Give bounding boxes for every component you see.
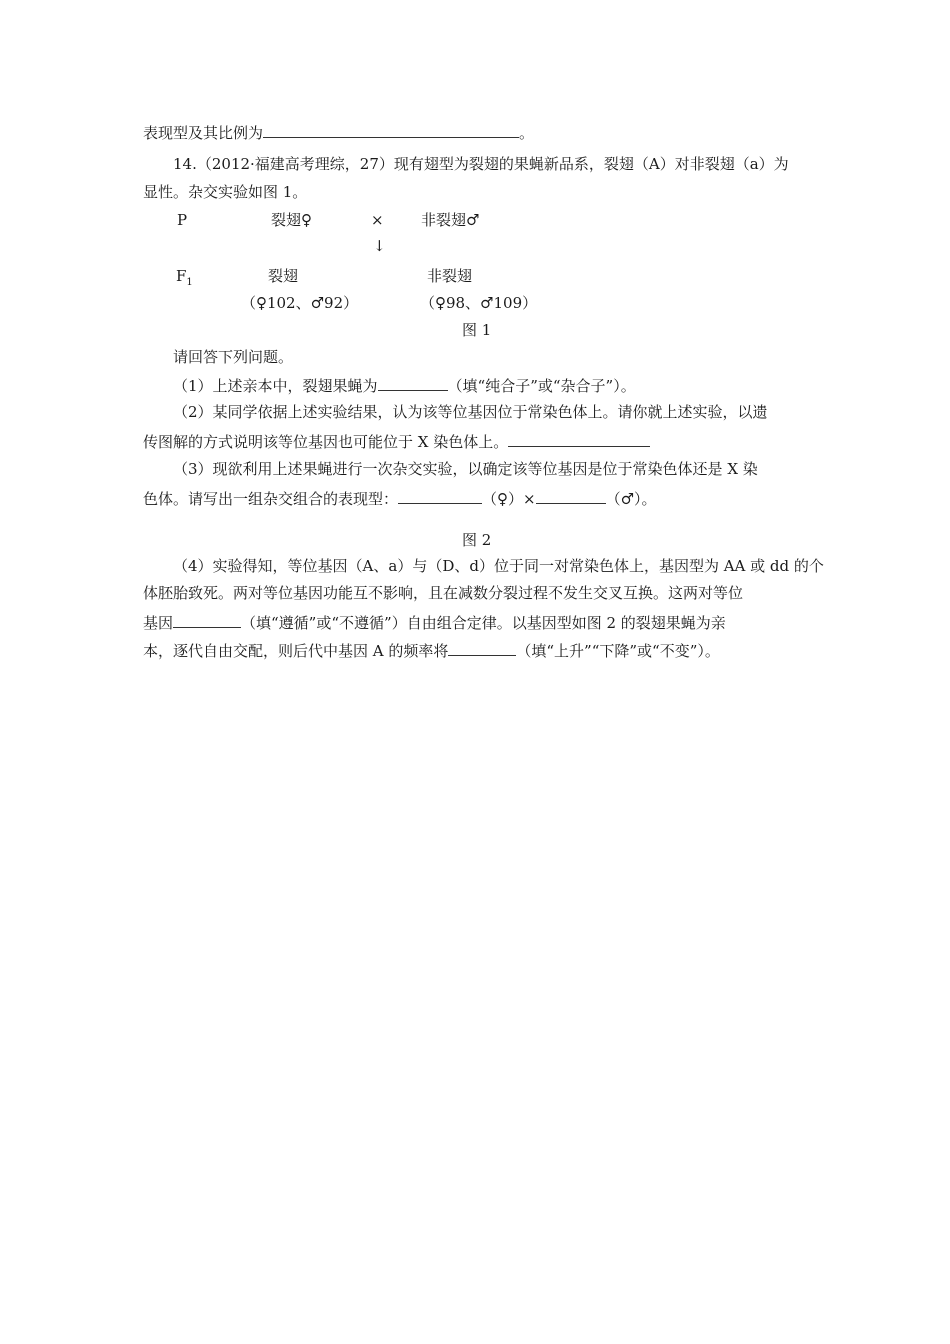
q13-suffix: 。 — [519, 124, 535, 142]
offspring-counts-1: （♀102、♂92） — [241, 294, 359, 312]
sub1-suffix: （填“纯合子”或“杂合子”）。 — [447, 377, 636, 395]
q14-sub4-line4 — [143, 639, 720, 661]
figure2-caption: 图 2 — [462, 531, 492, 549]
sub2-answer-blank[interactable] — [508, 430, 650, 447]
sub4-frequency-blank[interactable] — [448, 639, 516, 656]
parent-female: 裂翅♀ — [271, 211, 312, 229]
sub4-line4-suffix: （填“上升”“下降”或“不变”）。 — [516, 642, 720, 660]
cross-arrow: ↓ — [373, 237, 386, 255]
q13-answer-blank[interactable] — [263, 121, 519, 138]
q14-header: 14.（2012·福建高考理综，27）现有翅型为裂翅的果蝇新品系，裂翅（A）对非裂翅（a）为 — [173, 155, 789, 173]
sub3-male-blank[interactable] — [536, 487, 606, 504]
f1-label — [176, 266, 193, 293]
offspring-counts-2: （♀98、♂109） — [420, 294, 538, 312]
q14-sub2-line2 — [143, 430, 650, 452]
sub2-prefix: 传图解的方式说明该等位基因也可能位于 X 染色体上。 — [143, 433, 509, 451]
f1-subscript: 1 — [186, 277, 193, 288]
sub3-female-blank[interactable] — [398, 487, 482, 504]
q14-sub4-line3 — [143, 611, 726, 633]
sub1-answer-blank[interactable] — [378, 374, 448, 391]
sub4-line3-suffix: （填“遵循”或“不遵循”）自由组合定律。以基因型如图 2 的裂翅果蝇为亲 — [241, 614, 726, 632]
sub4-line3-prefix: 基因 — [143, 614, 174, 632]
q14-sub3-line2 — [143, 487, 657, 509]
q14-header-cont: 显性。杂交实验如图 1。 — [143, 183, 308, 201]
p-label: P — [177, 211, 188, 229]
sub4-line4-prefix: 本，逐代自由交配，则后代中基因 A 的频率将 — [143, 642, 449, 660]
q14-sub4-line1: （4）实验得知，等位基因（A、a）与（D、d）位于同一对常染色体上，基因型为 AA 或 dd 的个 — [173, 557, 824, 575]
q14-sub2-line1: （2）某同学依据上述实验结果，认为该等位基因位于常染色体上。请你就上述实验，以遗 — [173, 403, 768, 421]
offspring-winged: 裂翅 — [268, 267, 299, 285]
sub3-suffix: （♂）。 — [605, 490, 657, 508]
sub1-prefix: （1）上述亲本中，裂翅果蝇为 — [173, 377, 378, 395]
offspring-non-winged: 非裂翅 — [427, 267, 473, 285]
f1-label-text: F — [176, 267, 187, 285]
sub4-follow-blank[interactable] — [173, 611, 241, 628]
q13-prefix: 表现型及其比例为 — [143, 124, 264, 142]
sub3-prefix: 色体。请写出一组杂交组合的表现型： — [143, 490, 399, 508]
q13-answer-line — [143, 121, 534, 143]
q14-sub3-line1: （3）现欲利用上述果蝇进行一次杂交实验，以确定该等位基因是位于常染色体还是 X 染 — [173, 460, 758, 478]
sub3-mid: （♀）× — [482, 490, 536, 508]
q14-prompt: 请回答下列问题。 — [173, 348, 294, 366]
parent-male: 非裂翅♂ — [421, 211, 480, 229]
q14-sub4-line2: 体胚胎致死。两对等位基因功能互不影响，且在减数分裂过程不发生交叉互换。这两对等位 — [143, 584, 744, 602]
cross-symbol: × — [371, 211, 384, 229]
figure1-caption: 图 1 — [462, 321, 492, 339]
q14-sub1 — [173, 374, 636, 396]
